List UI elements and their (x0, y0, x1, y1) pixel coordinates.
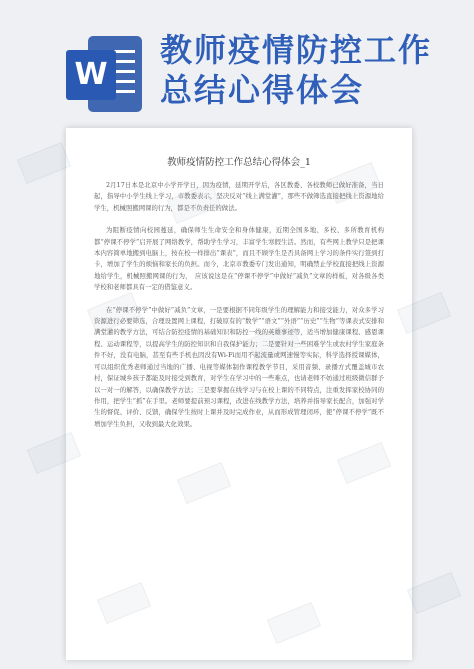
document-paragraph-3: 在“停课不停学”中做好“减负”文章，一是要根据不同年级学生的理解能力和接受能力，对众多学习资源进行必要筛选，合理设置网上课程，打破原有的“数学”“语文”“外语”“历史”“生物”等课表式安排和满堂灌的教学方法，可结合防控疫情的基础知识和防控一线的英雄事迹等，适当增加健康课程、感恩课程、运动课程等，以提高学生的防控知识和自我保护能力；二是要针对一些困难学生或农村学生家庭条件不好，没有电脑，甚至有些手机也因没有Wi-Fi而用不起流量或网速慢等实际，科学选择授课媒体，可以组织优秀老师通过当地的广播、电视等媒体制作课程教学节目，采用音频、录播方式覆盖城市农村，保证城乡孩子都能及时接受到教育，对学生在学习中的一些难点，也请老师不妨通过班级微信群予以一对一的解答，以确保教学方法；三是要掌握在线学习与在校上课的不同特点，注重发挥家校协同的作用，把学生“抓”在手里。老师要提前预习课程，改进在线教学方法，培养并指导家长配合，加强对学生的督促、评价、反馈，确保学生按时上课并及时完成作业，从而形成管理闭环，使“停课不停学”既不增加学生负担，又收到最大化效果。 (94, 305, 384, 428)
document-paragraph-2: 为阻断疫情向校园蔓延，确保师生生命安全和身体健康，近期全国多地、多校、多所教育机构都“停课不停学”启开展了网络教学，帮助学生学习，丰富学生寒假生活。然而，有些网上教学只是把课本内容简单地搬到电脑上，按在校一样排出“课表”，而且不顾学生是否具备网上学习的条件实行签到打卡，增加了学生的烦恼和家长的负担。而今，北京市教委专门发出通知，明确禁止学校直接把线上资源地给学生，机械照搬网课的行为， 应该说这是在“停课不停学”中做好“减负”文章的样板，对各级各类学校和老师都具有一定的借鉴意义。 (94, 226, 384, 292)
header-banner (0, 0, 474, 128)
banner-title-line-2: 总结心得体会 (160, 71, 365, 109)
document-paragraph-1: 2月17日本是北京中小学开学日，因为疫情，延期开学后，各区教委、各校教师已做好准备，当日起，指导中小学生线上学习，市教委表示，坚决反对“线上满堂灌”，那些不做筛选直接把线上资源地给学生，机械照搬网课的行为，都是不负责任的做法。 (94, 181, 384, 212)
word-icon-letter: W (66, 50, 116, 100)
document-heading: 教师疫情防控工作总结心得体会_1 (167, 157, 311, 168)
document-page (66, 128, 412, 660)
banner-title-line-1: 教师疫情防控工作 (160, 31, 433, 69)
word-document-icon (66, 36, 146, 112)
